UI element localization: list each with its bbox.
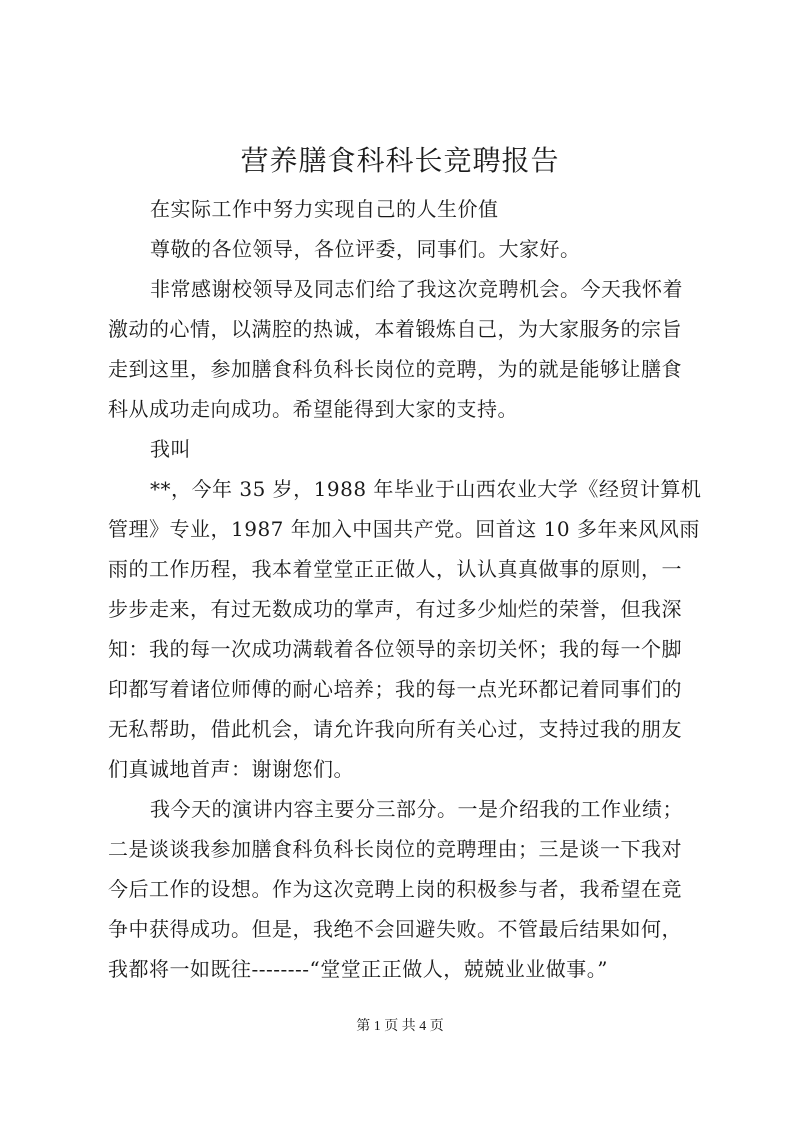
text-line: 今后工作的设想。作为这次竞聘上岗的积极参与者，我希望在竞	[108, 877, 682, 901]
text-line: 争中获得成功。但是，我绝不会回避失败。不管最后结果如何，	[108, 917, 682, 941]
text-line: 我叫	[150, 437, 191, 461]
text-line: 在实际工作中努力实现自己的人生价值	[150, 197, 499, 221]
text-line: 们真诚地首声：谢谢您们。	[108, 757, 354, 781]
text-line: 印都写着诸位师傅的耐心培养；我的每一点光环都记着同事们的	[108, 677, 682, 701]
text-line: 知：我的每一次成功满载着各位领导的亲切关怀；我的每一个脚	[108, 637, 682, 661]
text-line: 非常感谢校领导及同志们给了我这次竞聘机会。今天我怀着	[150, 277, 683, 301]
page-footer: 第 1 页 共 4 页	[356, 1019, 444, 1034]
text-line: 管理》专业，1987 年加入中国共产党。回首这 10 多年来风风雨	[108, 517, 700, 541]
text-line: 我都将一如既往--------“堂堂正正做人，兢兢业业做事。”	[108, 957, 609, 981]
text-line: 雨的工作历程，我本着堂堂正正做人，认认真真做事的原则，一	[108, 557, 682, 581]
text-line: 科从成功走向成功。希望能得到大家的支持。	[108, 397, 518, 421]
text-line: 步步走来，有过无数成功的掌声，有过多少灿烂的荣誉，但我深	[108, 597, 682, 621]
text-line: 我今天的演讲内容主要分三部分。一是介绍我的工作业绩；	[150, 797, 683, 821]
text-line: 二是谈谈我参加膳食科负科长岗位的竞聘理由；三是谈一下我对	[108, 837, 682, 861]
text-line: **，今年 35 岁，1988 年毕业于山西农业大学《经贸计算机	[150, 477, 702, 501]
text-line: 激动的心情，以满腔的热诚，本着锻炼自己，为大家服务的宗旨	[108, 317, 682, 341]
document-body	[108, 189, 708, 989]
document-title: 营养膳食科科长竞聘报告	[240, 144, 560, 177]
text-line: 无私帮助，借此机会，请允许我向所有关心过，支持过我的朋友	[108, 717, 682, 741]
text-line: 尊敬的各位领导，各位评委，同事们。大家好。	[150, 237, 581, 261]
text-line: 走到这里，参加膳食科负科长岗位的竞聘，为的就是能够让膳食	[108, 357, 682, 381]
